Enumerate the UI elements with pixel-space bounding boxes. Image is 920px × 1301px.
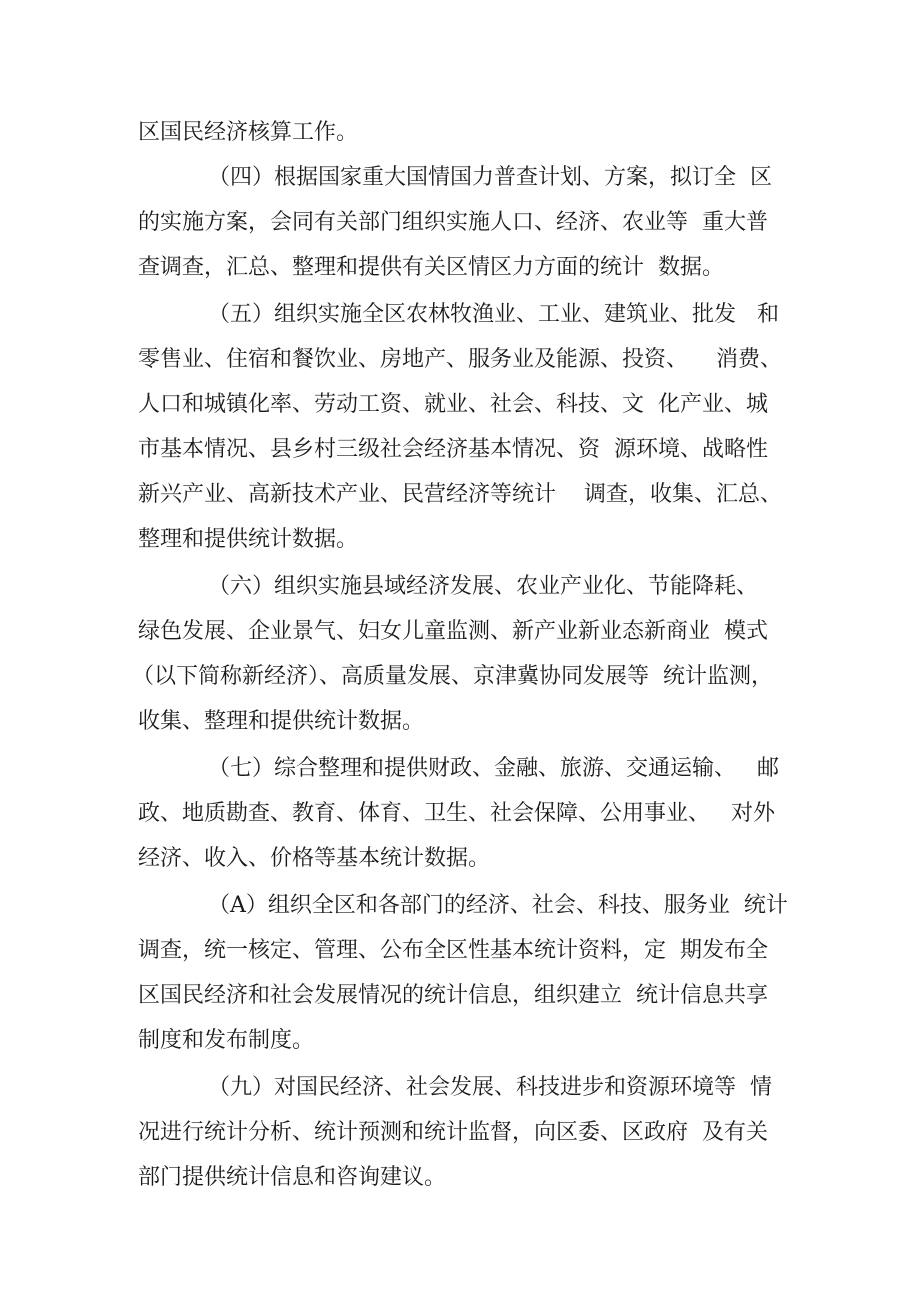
- text-line: （A）组织全区和各部门的经济、社会、科技、服务业 统计: [208, 893, 788, 918]
- text-line: 制度和发布制度。: [138, 1028, 315, 1053]
- text-line: （以下简称新经济）、高质量发展、京津冀协同发展等 统计监测，: [132, 664, 773, 689]
- text-line: 部门提供统计信息和咨询建议。: [138, 1165, 447, 1190]
- text-line: 经济、收入、价格等基本统计数据。: [138, 846, 491, 871]
- text-line: （七）综合整理和提供财政、金融、旅游、交通运输、 邮: [208, 756, 779, 781]
- text-line: 零售业、住宿和餐饮业、房地产、服务业及能源、投资、 消费、: [138, 347, 782, 372]
- text-line: 新兴产业、高新技术产业、民营经济等统计 调查，收集、汇总、: [138, 482, 782, 507]
- text-line: 的实施方案，会同有关部门组织实施人口、经济、农业等 重大普: [138, 210, 768, 235]
- text-line: （六）组织实施县域经济发展、农业产业化、节能降耗、: [208, 574, 759, 599]
- text-line: （四）根据国家重大国情国力普查计划、方案，拟订全 区: [208, 165, 772, 190]
- text-line: 区国民经济和社会发展情况的统计信息，组织建立 统计信息共享: [138, 983, 768, 1008]
- text-line: 人口和城镇化率、劳动工资、就业、社会、科技、文 化产业、城: [138, 392, 768, 417]
- text-line: 调查，统一核定、管理、公布全区性基本统计资料，定 期发布全: [138, 938, 768, 963]
- text-line: （五）组织实施全区农林牧渔业、工业、建筑业、批发 和: [208, 302, 779, 327]
- text-line: 整理和提供统计数据。: [138, 527, 359, 552]
- text-line: 绿色发展、企业景气、妇女儿童监测、新产业新业态新商业 模式: [138, 619, 768, 644]
- text-line: 区国民经济核算工作。: [138, 120, 359, 145]
- text-line: 政、地质勘查、教育、体育、卫生、社会保障、公用事业、 对外: [138, 801, 775, 826]
- text-line: 收集、整理和提供统计数据。: [138, 709, 425, 734]
- text-line: 况进行统计分析、统计预测和统计监督，向区委、区政府 及有关: [138, 1120, 768, 1145]
- text-line: 市基本情况、县乡村三级社会经济基本情况、资 源环境、战略性: [138, 437, 768, 462]
- text-line: 查调查，汇总、整理和提供有关区情区力方面的统计 数据。: [138, 255, 724, 280]
- text-line: （九）对国民经济、社会发展、科技进步和资源环境等 情: [208, 1075, 772, 1100]
